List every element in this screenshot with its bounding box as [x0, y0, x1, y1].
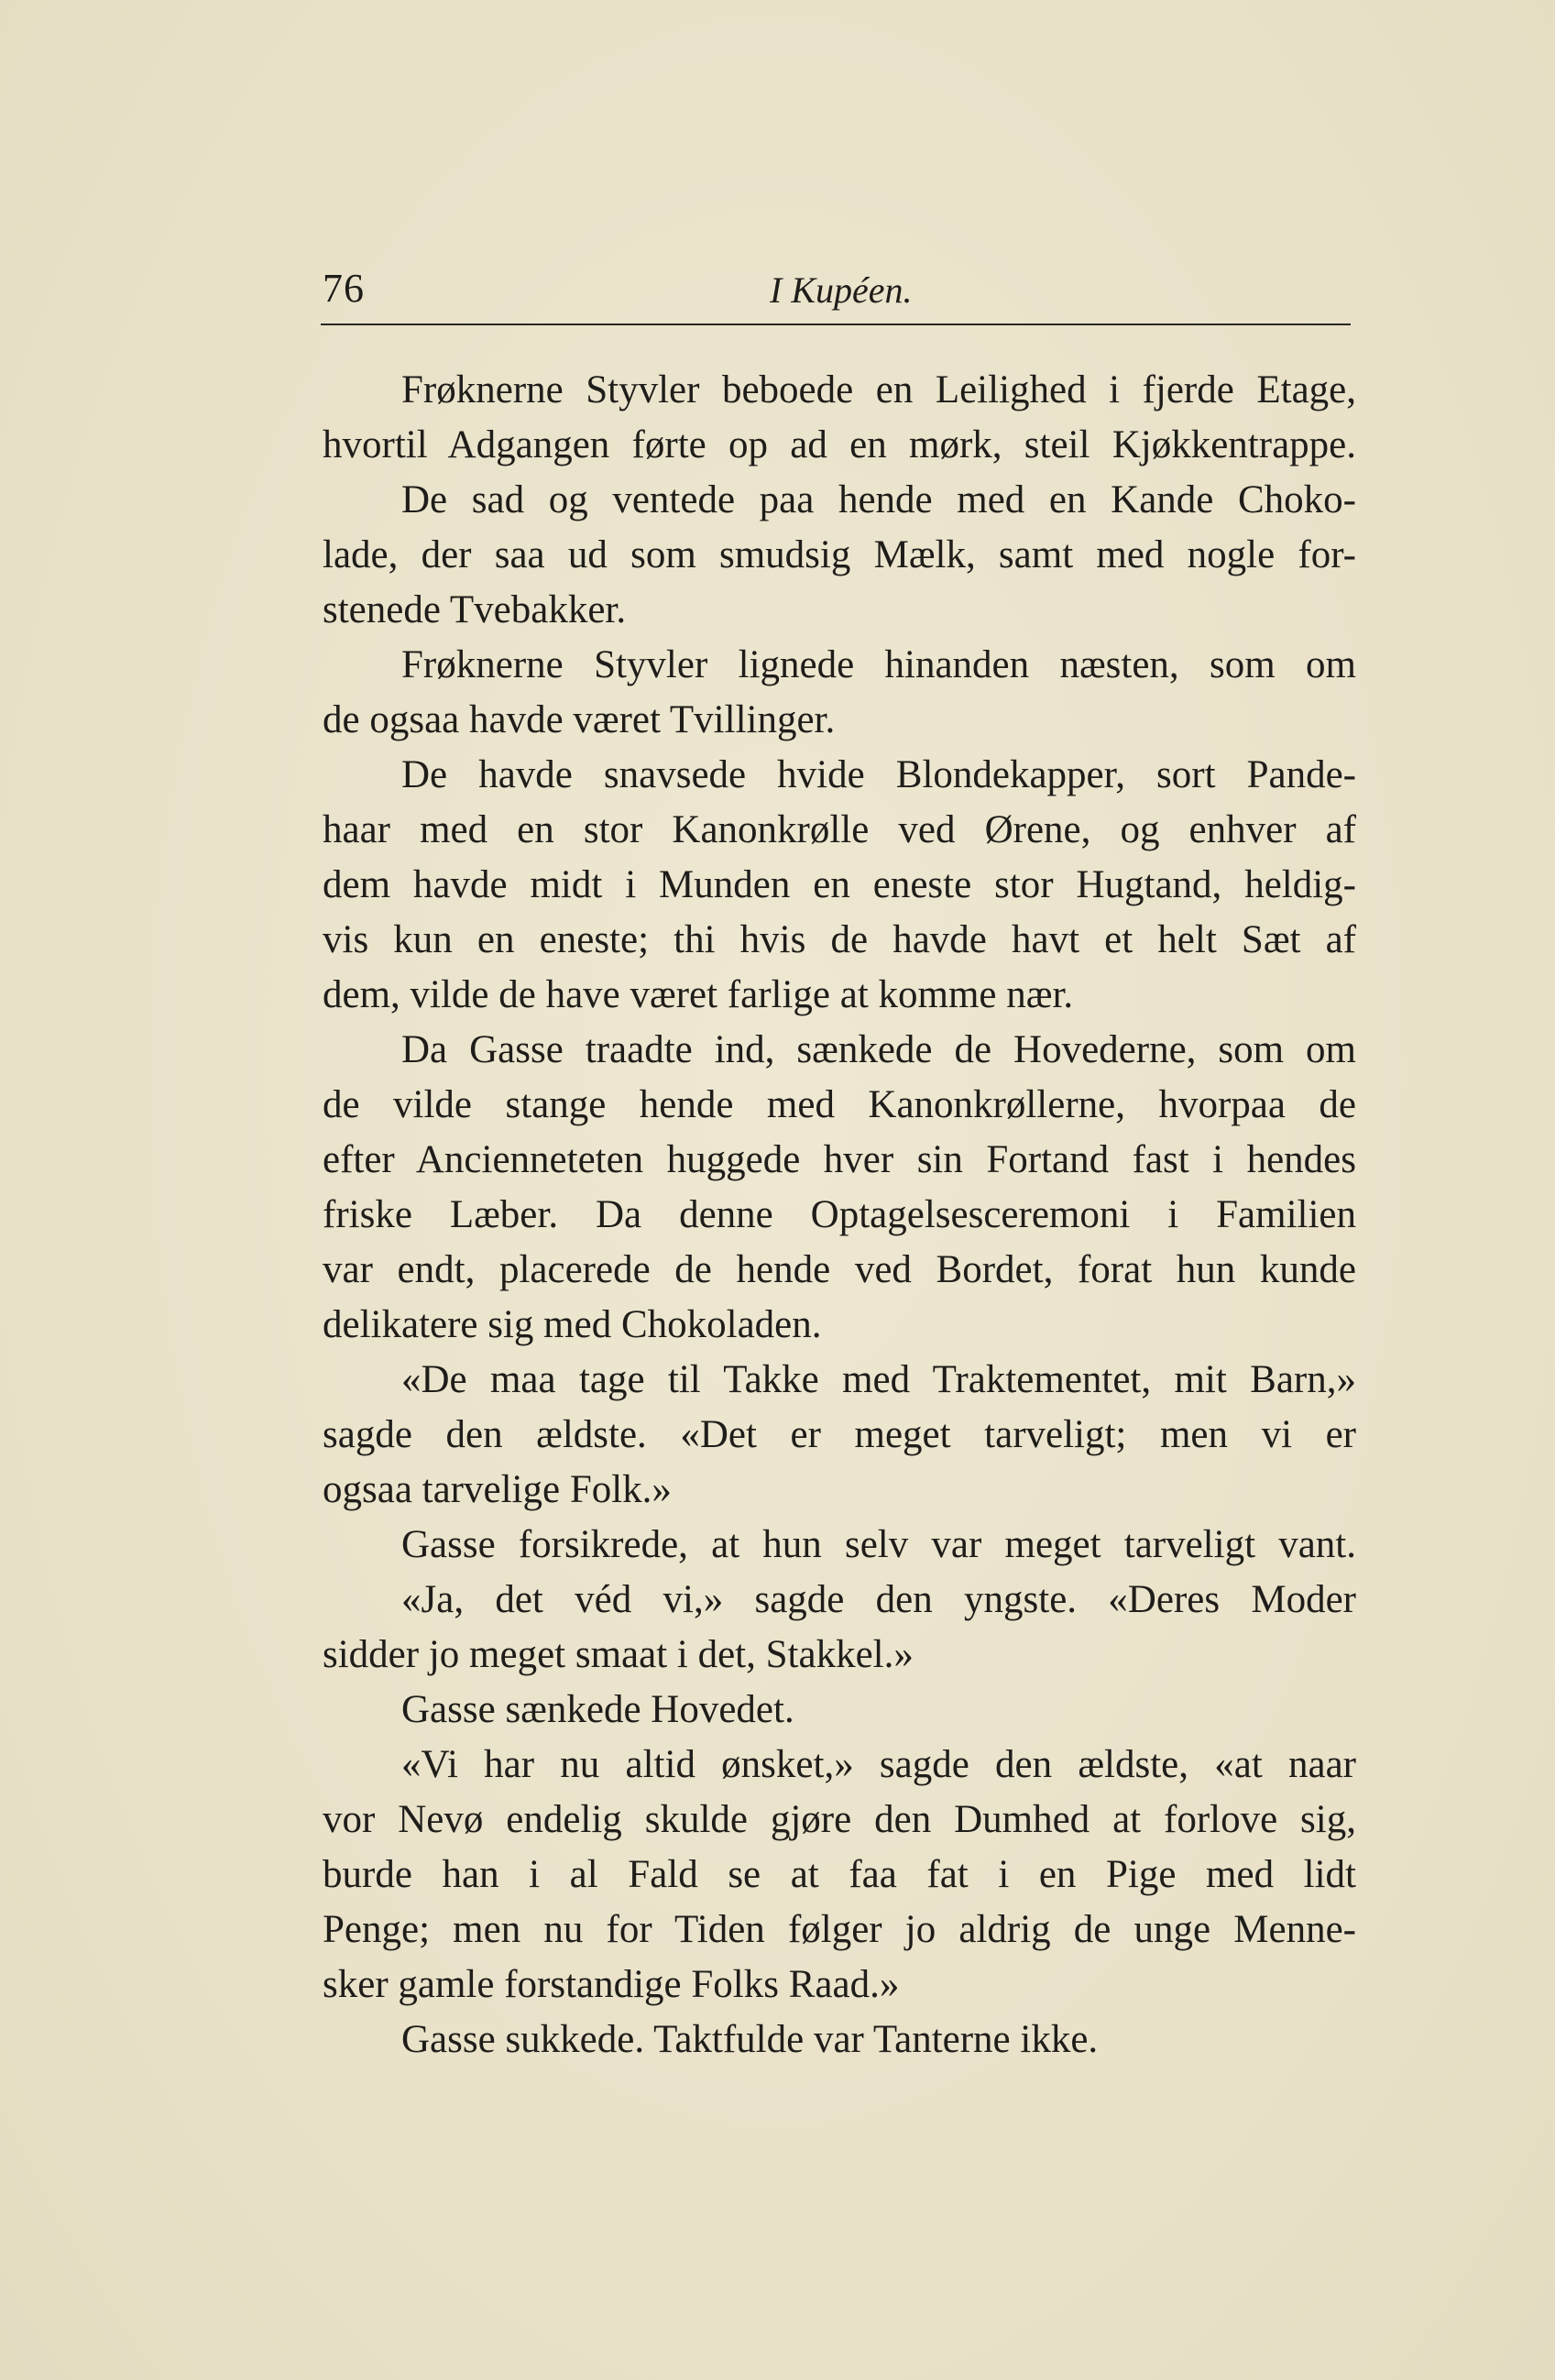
text-line: «De maa tage til Takke med Traktementet, mit Barn,»	[401, 1358, 1356, 1401]
text-line: sagde den ældste. «Det er meget tarveligt; men vi er	[323, 1413, 1356, 1456]
text-line: vor Nevø endelig skulde gjøre den Dumhed at forlove sig,	[323, 1798, 1356, 1841]
running-title: I Kupéen.	[770, 269, 913, 311]
text-line: dem havde midt i Munden en eneste stor Hugtand, heldig-	[323, 863, 1356, 906]
text-line: sker gamle forstandige Folks Raad.»	[323, 1963, 900, 2006]
page-header	[321, 259, 1351, 325]
text-line: vis kun en eneste; thi hvis de havde havt et helt Sæt af	[323, 918, 1356, 961]
text-line: stenede Tvebakker.	[323, 588, 627, 631]
text-line: dem, vilde de have været farlige at komme nær.	[323, 973, 1074, 1016]
text-line: burde han i al Fald se at faa fat i en Pige med lidt	[323, 1853, 1356, 1896]
text-line: sidder jo meget smaat i det, Stakkel.»	[323, 1633, 914, 1676]
text-line: Da Gasse traadte ind, sænkede de Hovederne, som om	[401, 1028, 1356, 1071]
text-line: «Ja, det véd vi,» sagde den yngste. «Deres Moder	[401, 1578, 1356, 1621]
text-line: var endt, placerede de hende ved Bordet, forat hun kunde	[323, 1248, 1356, 1291]
text-line: de ogsaa havde været Tvillinger.	[323, 698, 836, 741]
page-number: 76	[323, 266, 365, 311]
text-line: «Vi har nu altid ønsket,» sagde den ældste, «at naar	[401, 1743, 1356, 1786]
text-line: Penge; men nu for Tiden følger jo aldrig de unge Menne-	[323, 1908, 1356, 1951]
text-line: Gasse sænkede Hovedet.	[401, 1688, 794, 1731]
text-line: Frøknerne Styvler beboede en Leilighed i fjerde Etage,	[401, 368, 1356, 411]
text-line: haar med en stor Kanonkrølle ved Ørene, og enhver af	[323, 808, 1356, 851]
text-line: De sad og ventede paa hende med en Kande Choko-	[401, 478, 1356, 521]
text-line: friske Læber. Da denne Optagelsesceremoni i Familien	[323, 1193, 1356, 1236]
body-text	[323, 363, 1356, 2067]
text-line: Gasse sukkede. Taktfulde var Tanterne ikke.	[401, 2018, 1099, 2061]
text-line: Gasse forsikrede, at hun selv var meget tarveligt vant.	[401, 1523, 1356, 1566]
text-line: efter Ancienneteten huggede hver sin Fortand fast i hendes	[323, 1138, 1356, 1181]
text-line: lade, der saa ud som smudsig Mælk, samt med nogle for-	[323, 533, 1356, 576]
text-line: hvortil Adgangen førte op ad en mørk, steil Kjøkkentrappe.	[323, 423, 1356, 466]
text-line: delikatere sig med Chokoladen.	[323, 1303, 822, 1346]
text-line: De havde snavsede hvide Blondekapper, sort Pande-	[401, 753, 1356, 796]
text-line: ogsaa tarvelige Folk.»	[323, 1468, 672, 1511]
text-line: de vilde stange hende med Kanonkrøllerne, hvorpaa de	[323, 1083, 1356, 1126]
text-line: Frøknerne Styvler lignede hinanden næsten, som om	[401, 643, 1356, 686]
